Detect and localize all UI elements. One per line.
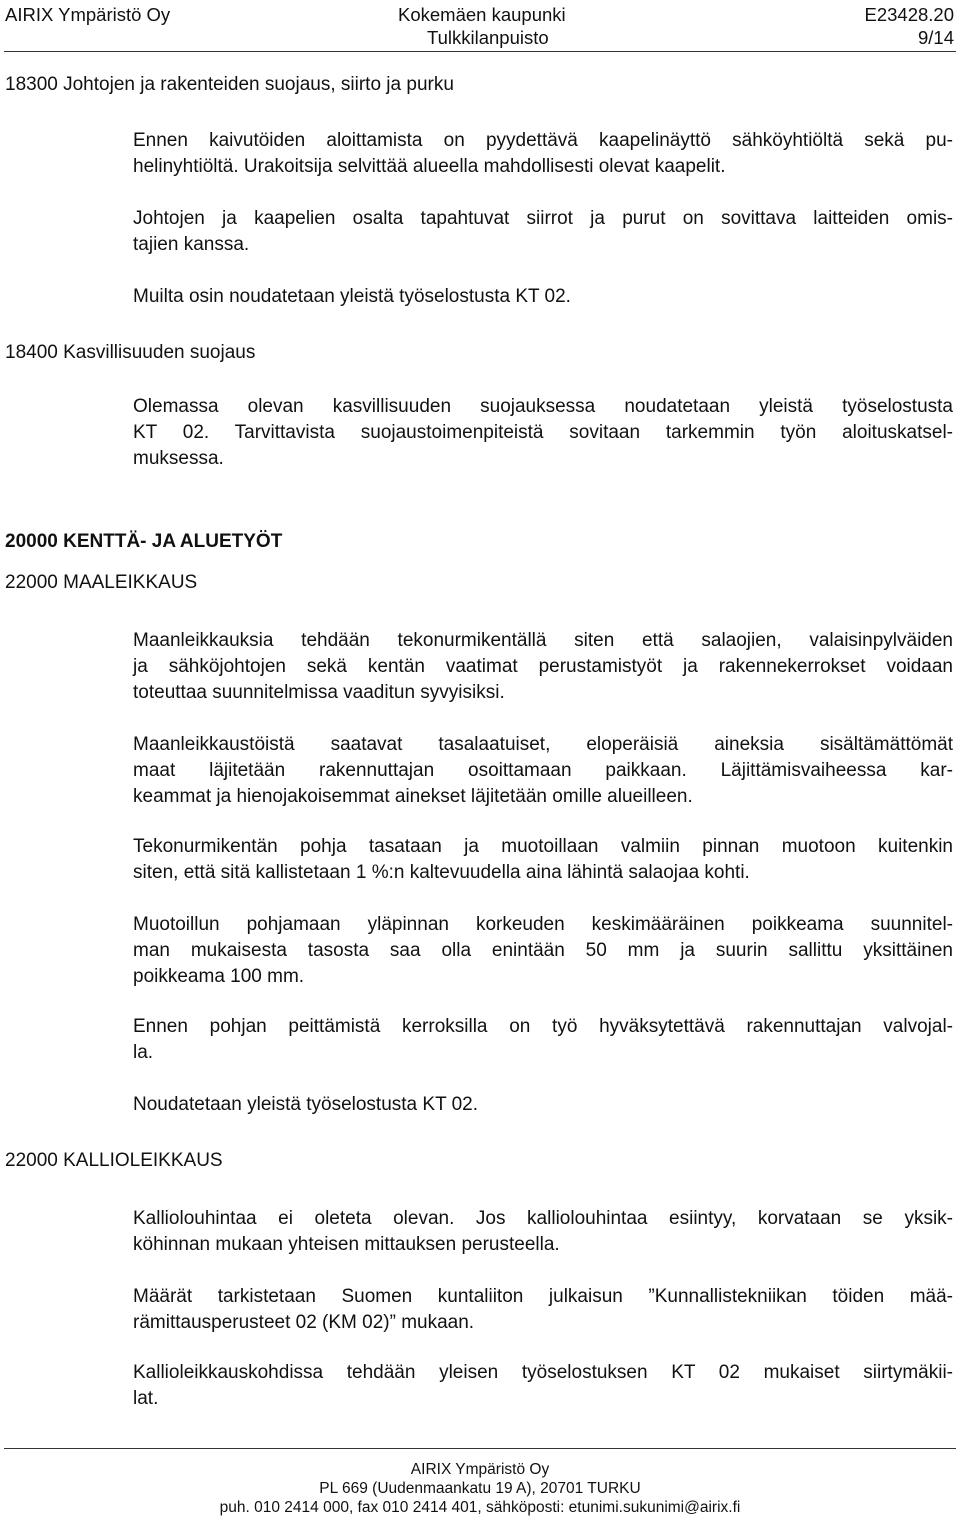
header-client: Kokemäen kaupunki xyxy=(398,4,566,25)
paragraph-22000a-3: Tekonurmikentän pohja tasataan ja muotoillaan valmiin pinnan muotoon kuitenkin siten, että sitä kallistetaan 1 %:n kaltevuudella aina lähintä salaojaa kohti. xyxy=(133,836,953,883)
header-doc-number: E23428.20 xyxy=(864,4,954,25)
paragraph-22000b-1: Kalliolouhintaa ei oleteta olevan. Jos kalliolouhintaa esiintyy, korvataan se yksik- köhinnan mukaan yhteisen mittauksen perusteella. xyxy=(133,1208,953,1255)
footer-company: AIRIX Ympäristö Oy xyxy=(410,1461,550,1478)
paragraph-22000b-2: Määrät tarkistetaan Suomen kuntaliiton julkaisun ”Kunnallistekniikan töiden mää- rämittausperusteet 02 (KM 02)” mukaan. xyxy=(133,1286,953,1333)
paragraph-18400-1: Olemassa olevan kasvillisuuden suojauksessa noudatetaan yleistä työselostusta KT 02. Tarvittavista suojaustoimenpiteistä sovitaan tarkemmin työn aloituskatsel- muksessa. xyxy=(133,396,953,469)
paragraph-18300-2: Johtojen ja kaapelien osalta tapahtuvat siirrot ja purut on sovittava laitteiden omis- tajien kanssa. xyxy=(133,208,953,255)
section-heading-18300: 18300 Johtojen ja rakenteiden suojaus, siirto ja purku xyxy=(5,74,454,95)
section-heading-18400: 18400 Kasvillisuuden suojaus xyxy=(5,342,256,363)
section-heading-22000-maaleikkaus: 22000 MAALEIKKAUS xyxy=(5,572,198,593)
paragraph-22000a-4: Muotoillun pohjamaan yläpinnan korkeuden keskimääräinen poikkeama suunnitel- man mukaisesta tasosta saa olla enintään 50 mm ja suurin sallittu yksittäinen poikkeama 100 mm. xyxy=(133,914,953,987)
footer-rule xyxy=(4,1448,956,1449)
paragraph-22000a-1: Maanleikkauksia tehdään tekonurmikentällä siten että salaojien, valaisinpylväiden ja sähköjohtojen sekä kentän vaatimat perustamistyöt ja rakennekerrokset voidaan toteuttaa suunnitelmissa vaaditun syvyisiksi. xyxy=(133,630,953,703)
footer-address: PL 669 (Uudenmaankatu 19 A), 20701 TURKU xyxy=(319,1480,641,1497)
header-page-number: 9/14 xyxy=(917,27,954,48)
footer-contact: puh. 010 2414 000, fax 010 2414 401, sähköposti: etunimi.sukunimi@airix.fi xyxy=(219,1499,741,1516)
header-project: Tulkkilanpuisto xyxy=(427,27,549,48)
paragraph-22000b-3: Kallioleikkauskohdissa tehdään yleisen työselostuksen KT 02 mukaiset siirtymäkii- lat. xyxy=(133,1362,953,1409)
header-rule xyxy=(4,51,956,52)
main-heading-20000: 20000 KENTTÄ- JA ALUETYÖT xyxy=(5,531,283,552)
paragraph-22000a-6: Noudatetaan yleistä työselostusta KT 02. xyxy=(133,1094,479,1115)
paragraph-18300-1: Ennen kaivutöiden aloittamista on pyydettävä kaapelinäyttö sähköyhtiöltä sekä pu- helinyhtiöltä. Urakoitsija selvittää alueella mahdollisesti olevat kaapelit. xyxy=(133,130,953,177)
paragraph-22000a-2: Maanleikkaustöistä saatavat tasalaatuiset, eloperäisiä aineksia sisältämättömät maat läjitetään rakennuttajan osoittamaan paikkaan. Läjittämisvaiheessa kar- keammat ja hienojakoisemmat ainekset läjitetään omille alueilleen. xyxy=(133,734,953,807)
paragraph-22000a-5: Ennen pohjan peittämistä kerroksilla on työ hyväksytettävä rakennuttajan valvojal- la. xyxy=(133,1016,953,1063)
paragraph-18300-3: Muilta osin noudatetaan yleistä työselostusta KT 02. xyxy=(133,286,571,307)
section-heading-22000-kallioleikkaus: 22000 KALLIOLEIKKAUS xyxy=(5,1150,223,1171)
header-company: AIRIX Ympäristö Oy xyxy=(5,4,171,25)
